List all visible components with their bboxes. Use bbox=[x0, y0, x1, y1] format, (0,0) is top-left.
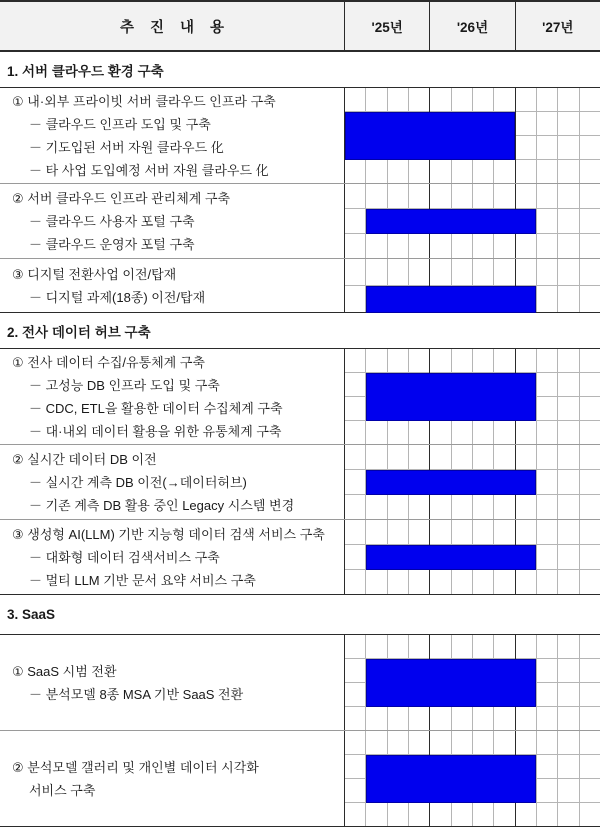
gantt-bar[interactable] bbox=[366, 545, 536, 570]
gantt-bar[interactable] bbox=[366, 755, 536, 803]
task-detail-line: － 대·내외 데이터 활용을 위한 유통체계 구축 bbox=[29, 423, 282, 439]
gantt-bar[interactable] bbox=[345, 112, 515, 160]
gantt-grid bbox=[345, 88, 600, 183]
gantt-bar-layer bbox=[345, 88, 600, 183]
task-title-line: ② 분석모델 갤러리 및 개인별 데이터 시각화 bbox=[12, 759, 259, 775]
task-label bbox=[0, 520, 345, 594]
task-detail-line: － 디지털 과제(18종) 이전/탑재 bbox=[29, 289, 206, 305]
task-title-line: ① 내·외부 프라이빗 서버 클라우드 인프라 구축 bbox=[12, 93, 276, 109]
gantt-bar[interactable] bbox=[366, 659, 536, 707]
task-row bbox=[0, 349, 600, 445]
task-label bbox=[0, 88, 345, 183]
gantt-bar[interactable] bbox=[366, 373, 536, 421]
column-header-content: 추 진 내 용 bbox=[0, 2, 345, 50]
task-detail-line: － 멀티 LLM 기반 문서 요약 서비스 구축 bbox=[29, 572, 256, 588]
task-detail-line: 서비스 구축 bbox=[29, 782, 96, 798]
task-row bbox=[0, 445, 600, 520]
table-header-row bbox=[0, 2, 600, 52]
gantt-grid bbox=[345, 731, 600, 826]
task-detail-line: － 클라우드 사용자 포털 구축 bbox=[29, 213, 195, 229]
gantt-bar-layer bbox=[345, 184, 600, 258]
section-heading: 3. SaaS bbox=[0, 595, 600, 635]
task-detail-line: － 클라우드 인프라 도입 및 구축 bbox=[29, 116, 211, 132]
gantt-bar-layer bbox=[345, 731, 600, 826]
gantt-bar-layer bbox=[345, 445, 600, 519]
gantt-grid bbox=[345, 635, 600, 730]
task-title-line: ③ 생성형 AI(LLM) 기반 지능형 데이터 검색 서비스 구축 bbox=[12, 526, 325, 542]
task-title-line: ① SaaS 시범 전환 bbox=[12, 663, 117, 679]
gantt-grid bbox=[345, 259, 600, 312]
task-detail-line: － 기존 계측 DB 활용 중인 Legacy 시스템 변경 bbox=[29, 497, 295, 513]
task-row bbox=[0, 259, 600, 313]
gantt-bar-layer bbox=[345, 520, 600, 594]
section-heading: 1. 서버 클라우드 환경 구축 bbox=[0, 52, 600, 88]
gantt-bar-layer bbox=[345, 349, 600, 444]
task-detail-line: － 고성능 DB 인프라 도입 및 구축 bbox=[29, 377, 220, 393]
task-label bbox=[0, 184, 345, 258]
gantt-bar[interactable] bbox=[366, 470, 536, 495]
gantt-grid bbox=[345, 520, 600, 594]
task-label bbox=[0, 731, 345, 826]
task-row bbox=[0, 635, 600, 731]
task-title-line: ① 전사 데이터 수집/유통체계 구축 bbox=[12, 354, 205, 370]
task-label bbox=[0, 349, 345, 444]
task-label bbox=[0, 259, 345, 312]
task-detail-line: － 분석모델 8종 MSA 기반 SaaS 전환 bbox=[29, 686, 244, 702]
task-row bbox=[0, 184, 600, 259]
gantt-grid bbox=[345, 445, 600, 519]
column-header-year-2026: '26년 bbox=[430, 2, 515, 50]
task-row bbox=[0, 88, 600, 184]
task-detail-line: － 클라우드 운영자 포털 구축 bbox=[29, 236, 195, 252]
task-detail-line: － 타 사업 도입예정 서버 자원 클라우드 化 bbox=[29, 162, 269, 178]
task-detail-line: － 실시간 계측 DB 이전(→데이터허브) bbox=[29, 474, 247, 490]
gantt-bar[interactable] bbox=[366, 209, 536, 234]
gantt-grid bbox=[345, 184, 600, 258]
task-title-line: ② 실시간 데이터 DB 이전 bbox=[12, 451, 157, 467]
task-label bbox=[0, 445, 345, 519]
task-row bbox=[0, 520, 600, 595]
task-row bbox=[0, 731, 600, 827]
gantt-grid bbox=[345, 349, 600, 444]
section-heading: 2. 전사 데이터 허브 구축 bbox=[0, 313, 600, 349]
gantt-bar[interactable] bbox=[366, 286, 536, 313]
gantt-bar-layer bbox=[345, 259, 600, 312]
column-header-year-2027: '27년 bbox=[542, 20, 574, 35]
gantt-bar-layer bbox=[345, 635, 600, 730]
task-title-line: ② 서버 클라우드 인프라 관리체계 구축 bbox=[12, 190, 231, 206]
task-detail-line: － 기도입된 서버 자원 클라우드 化 bbox=[29, 139, 224, 155]
task-label bbox=[0, 635, 345, 730]
roadmap-body bbox=[0, 52, 600, 827]
task-title-line: ③ 디지털 전환사업 이전/탑재 bbox=[12, 266, 177, 282]
task-detail-line: － CDC, ETL을 활용한 데이터 수집체계 구축 bbox=[29, 400, 283, 416]
column-header-year-2025: '25년 bbox=[345, 2, 430, 50]
task-detail-line: － 대화형 데이터 검색서비스 구축 bbox=[29, 549, 220, 565]
